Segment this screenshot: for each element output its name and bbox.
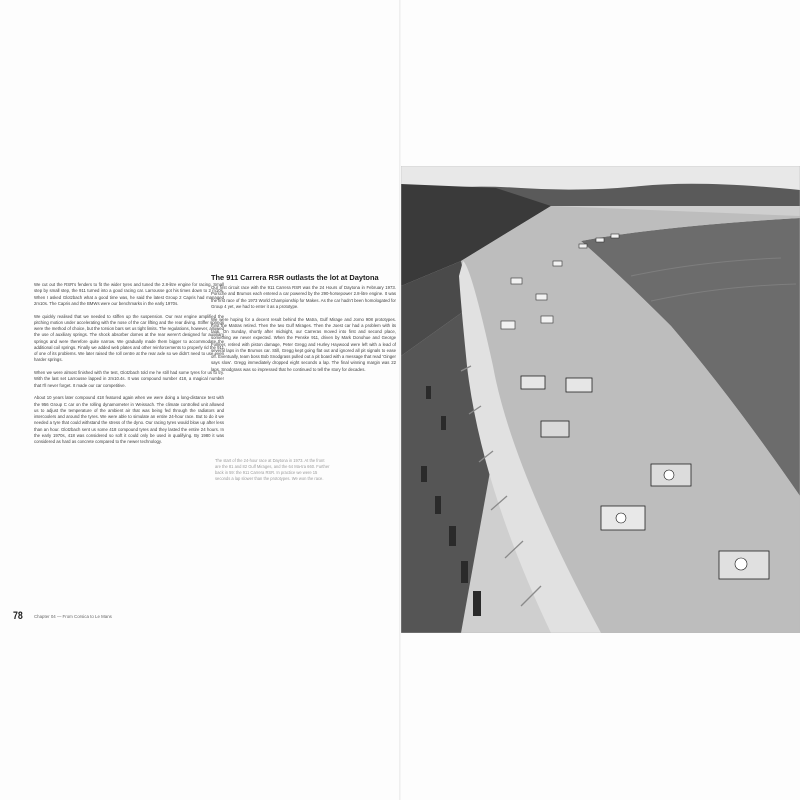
running-head: Chapter 04 — From Corsica to Le Mans [34, 614, 112, 619]
paragraph: Our first circuit race with the 911 Carrera RSR was the 24 Hours of Daytona in February 1973. Porsche and Brumos each entered a car powered by the 290-horsepower 2.8-litre engine. It was the first race of the 1973 World Championship for Makes. As the car hadn't been homologated for Group 4 yet, we had to enter it as a prototype. [211, 285, 396, 309]
race-photo-image [401, 166, 800, 633]
race-start-photo [401, 166, 800, 633]
paragraph: About 10 years later compound 418 featured again when we were doing a long-distance test with the 956 Group C car on the rolling dynamometer in Weissach. The climate controlled unit allowed us to adjust the temperature of the ambient air that was being fed through the radiators and intercoolers and around the tyres. We were able to simulate an entire 24-hour race. But to do it we needed a tyre that could withstand the stress of the dyno. Our racing tyres would blow up after less than an hour. Glotzbach sent us some 418 compound tyres and they lasted the entire 24 hours. In the early 1970s, 418 was considered so soft it could only be used in qualifying. By 1980 it was considered as hard as concrete compared to the newer technology. [34, 395, 224, 444]
section-heading: The 911 Carrera RSR outlasts the lot at Daytona [211, 273, 379, 282]
photo-caption: The start of the 24-hour race at Daytona in 1973. At the front are the 81 and 82 Gulf Mirages, and the 64 Ma-tra 660. Further back in 59: the 911 Carrera RSR. In practice we were 15 seconds a lap slower than the prototypes. We won the race. [215, 458, 330, 481]
paragraph: We cut out the RSR's fenders to fit the wider tyres and tuned the 2.8-litre engine for racing. Small step by small step, the 911 turned into a good racing car. Larrousse got his times down to 2 m10s. When I asked Glotzbach what a good time was, he said the latest Group 2 Capris had managed 2m10s. The Capris and the BMWs were our benchmarks in the early 1970s. [34, 282, 224, 306]
left-text-column [34, 282, 224, 452]
paragraph: We were hoping for a decent result behind the Matra, Gulf Mirage and Jomo 908 prototypes. First the Matras retired. Then the two Gulf Mirages. Then the Joest car had a problem with its tank. On Sunday, shortly after midnight, our Carreras moved into first and second place, something we never expected. When the Penske 911, driven by Mark Donohue and George Follmer, retired with piston damage, Peter Gregg and Hurley Haywood were left with a lead of several laps in the Brumos car. Still, Gregg kept going flat out and ignored all pit signals to ease off. Eventually, team boss Bob Snodgrass pulled out a pit board with a message that read 'Ginger says slow'. Gregg immediately dropped eight seconds a lap. The final winning margin was 22 laps. Snodgrass was so impressed that he continued to tell the story for decades. [211, 316, 396, 372]
page-number: 78 [13, 610, 23, 622]
paragraph: When we were almost finished with the test, Glotzbach told me he still had some tyres for us to try. With the last set Larrousse lapped in 2m10.4s. It was compound number 418, a magical number that I'll never forget. It made our car competitive. [34, 370, 224, 388]
paragraph: We quickly realised that we needed to stiffen up the suspension. Our rear engine amplified the pitching motion under accelerating with the nose of the car lifting and the rear diving. Stiffer springs were the method of choice, but the torsion bars set us tight limits. The regulations, however, allowed the use of auxiliary springs. The shock absorber domes at the rear weren't designed for auxiliary springs and were therefore quite narrow. We gradually made them bigger to accommodate the additional coil springs. Finally we added web plates and other reinforcements to properly rid the 911 of one of its problems. We later raised the roll centre at the rear axle so we didn't need to use even harder springs. [34, 313, 224, 363]
right-text-column [211, 273, 396, 379]
